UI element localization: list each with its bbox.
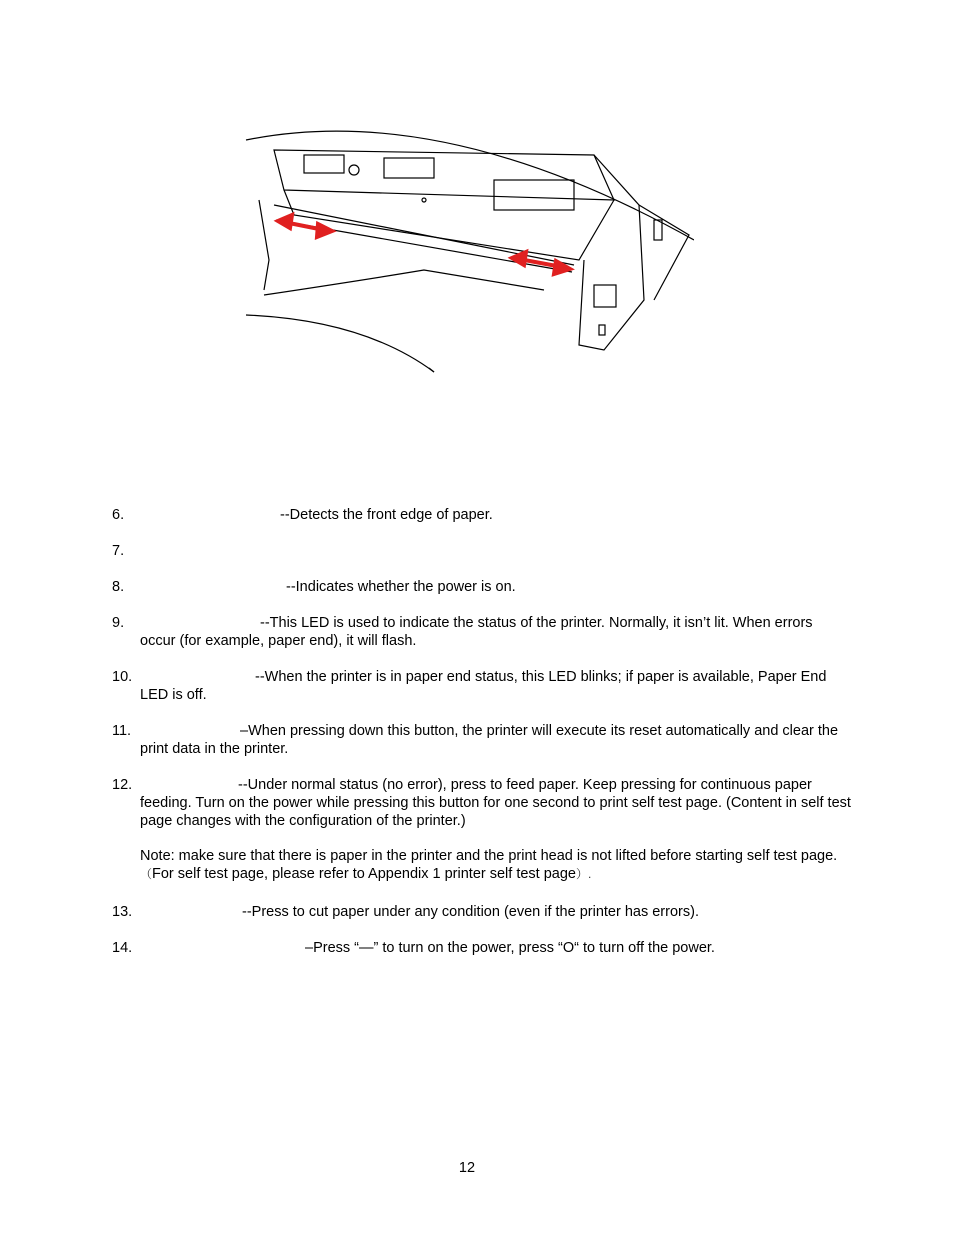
page-number: 12 (458, 1160, 476, 1176)
list-item-12: 12. --Under normal status (no error), press to feed paper. Keep pressing for continuous paper feeding. Turn on the power while pressing this button for one second to print self test page. (Content in self test page changes with the configuration of the printer.) (112, 777, 851, 829)
self-test-note: Note: make sure that there is paper in the printer and the print head is not lifted before starting self test page. （For self test page, please refer to Appendix 1 printer self test page）. (140, 848, 838, 882)
list-item-11: 11. –When pressing down this button, the printer will execute its reset automatically and clear the print data in the printer. (112, 723, 839, 757)
list-item-13: 13. --Press to cut paper under any condition (even if the printer has errors). (112, 904, 699, 920)
list-item-6: 6. --Detects the front edge of paper. (112, 507, 493, 523)
list-item-8: 8. --Indicates whether the power is on. (112, 579, 516, 595)
list-item-10: 10. --When the printer is in paper end status, this LED blinks; if paper is available, Paper End LED is off. (112, 669, 827, 703)
printer-paper-guide-illustration (244, 120, 694, 380)
list-item-14: 14. –Press “—” to turn on the power, press “O“ to turn off the power. (112, 940, 715, 956)
list-item-9: 9. --This LED is used to indicate the status of the printer. Normally, it isn’t lit. When errors occur (for example, paper end), it will flash. (112, 615, 813, 649)
